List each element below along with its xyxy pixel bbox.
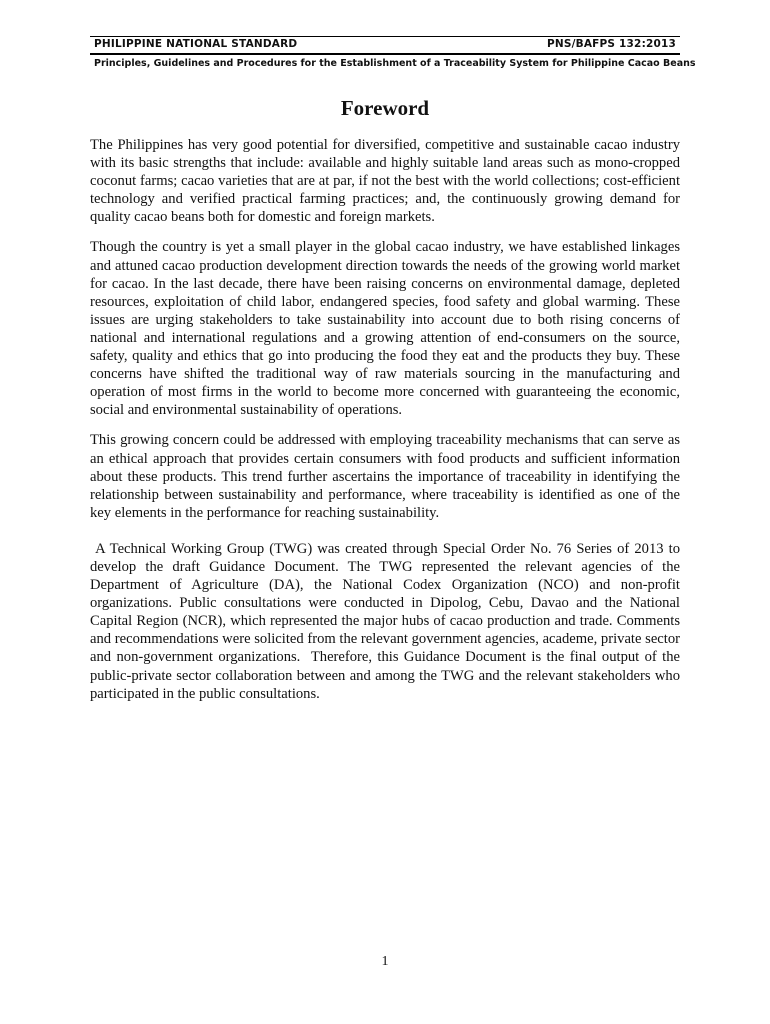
paragraph-1: The Philippines has very good potential for diversified, competitive and sustainable cacao industry with its basic strengths that include: available and highly suitable land areas such as mono-cropped coconut farms; cacao varieties that are at par, if not the best with the world collections; cost-efficient technology and verified practical farming practices; and, the continuously growing demand for quality cacao beans both for domestic and foreign markets. bbox=[90, 137, 680, 226]
header-standard-code: PNS/BAFPS 132:2013 bbox=[546, 38, 676, 50]
page-title: Foreword bbox=[340, 96, 430, 120]
paragraph-2: Though the country is yet a small player in the global cacao industry, we have established linkages and attuned cacao production development direction towards the needs of the growing world market for cacao. In the last decade, there have been raising concerns on environmental damage, depleted resources, exploitation of child labor, endangered species, food safety and global warming. These issues are urging stakeholders to take sustainability into account due to both rising concerns of national and international regulations and a growing attention of end-consumers on the source, safety, quality and ethics that go into producing the food they eat and the products they buy. These concerns have shifted the traditional way of raw materials sourcing in the manufacturing and operation of most firms in the world to become more concerned with guaranteeing the economic, social and environmental sustainability of operations. bbox=[90, 239, 680, 419]
page-header bbox=[90, 36, 696, 71]
header-standard-name: PHILIPPINE NATIONAL STANDARD bbox=[94, 38, 298, 50]
paragraph-4: A Technical Working Group (TWG) was created through Special Order No. 76 Series of 2013 to develop the draft Guidance Document. The TWG represented the relevant agencies of the Department of Agriculture (DA), the National Codex Organization (NCO) and non-profit organizations. Public consultations were conducted in Dipolog, Cebu, Davao and the National Capital Region (NCR), which represented the major hubs of cacao production and trade. Comments and recommendations were solicited from the relevant government agencies, academe, private sector and non-government organizations. Therefore, this Guidance Document is the final output of the public-private sector collaboration between and among the TWG and the relevant stakeholders who participated in the public consultations. bbox=[90, 540, 684, 702]
header-document-title: Principles, Guidelines and Procedures for the Establishment of a Traceability System for Philippine Cacao Beans bbox=[94, 58, 696, 69]
header-bar bbox=[90, 36, 680, 55]
paragraph-3: This growing concern could be addressed with employing traceability mechanisms that can serve as an ethical approach that provides certain consumers with food products and sufficient information about these products. This trend further ascertains the importance of traceability in identifying the relationship between sustainability and performance, where traceability is identified as one of the key elements in the performance for reaching sustainability. bbox=[90, 432, 680, 521]
foreword-body bbox=[90, 136, 684, 715]
page-number: 1 bbox=[381, 954, 389, 969]
